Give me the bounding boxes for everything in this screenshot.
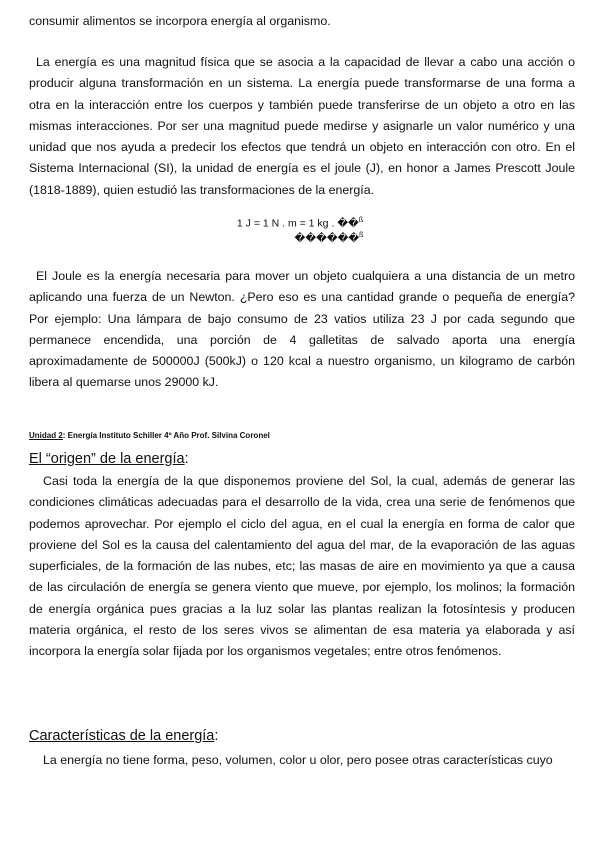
formula-glyph-top: �� (337, 217, 359, 230)
section-title-origen (29, 450, 575, 468)
paragraph-energy-definition: La energía es una magnitud física que se asocia a la capacidad de llevar a cabo una acción o producir alguna transformación en un sistema. La energía puede transformarse de una forma a otra en la interacción entre los cuerpos y también puede transferirse de un objeto a otro en las mismas interacciones. Por ser una magnitud puede medirse y asignarle un valor numérico y una unidad que nos ayuda a predecir los efectos que tendrá un objeto en interacción con otro. En el Sistema Internacional (SI), la unidad de energía es el joule (J), en honor a James Prescott Joule (1818-1889), quien estudió las transformaciones de la energía. (29, 55, 575, 197)
section-title-caracteristicas (29, 727, 575, 745)
formula-main: 1 J = 1 N . m = 1 kg . (236, 217, 335, 230)
origen-title-colon: : (184, 451, 189, 467)
unit-label: Unidad 2 (29, 431, 63, 440)
paragraph-joule: El Joule es la energía necesaria para mover un objeto cualquiera a una distancia de un metro aplicando una fuerza de un Newton. ¿Pero eso es una cantidad grande o pequeña de energía? Por ejemplo: Una lámpara de bajo consumo de 23 vatios utiliza 23 J por cada segundo que permanece encendida, una porción de 4 galletitas de salvado aporta una energía aproximadamente de 500000J (500kJ) o 120 kcal a nuestro organismo, un kilogramo de carbón libera al quemarse unos 29000 kJ. (29, 269, 575, 390)
formula-sup-bottom: ß (359, 232, 364, 239)
caracteristicas-title-colon: : (214, 728, 219, 744)
paragraph-origen: Casi toda la energía de la que disponemos proviene del Sol, la cual, además de generar las condiciones climáticas adecuadas para el desarrollo de la vida, crea una serie de fenómenos que podemos aprovechar. Por ejemplo el ciclo del agua, en el cual la energía en forma de calor que proviene del Sol es la causa del calentamiento del agua del mar, de la evaporación de las aguas superficiales, de la formación de las nubes, etc; las masas de aire en movimiento ya que a causa de las circulación de energía se genera viento que mueve, por ejemplo, los molinos; la formación de energía orgánica pues gracias a la luz solar las plantas realizan la fotosíntesis y producen materia orgánica, el resto de los seres vivos se alimentan de esa materia ya elaborada y así incorpora la energía solar fijada por los organismos vegetales; entre otros fenómenos. (29, 474, 575, 659)
caracteristicas-title-text: Características de la energía (29, 728, 215, 744)
intro-line: consumir alimentos se incorpora energía al organismo. (29, 14, 331, 28)
unit-header (29, 431, 575, 441)
formula-glyph-bottom: ������ (294, 232, 360, 245)
joule-formula-denominator (0, 229, 600, 246)
origen-title-text: El “origen” de la energía (29, 451, 185, 467)
unit-header-rest: : Energía Instituto Schiller 4º Año Prof. Silvina Coronel (62, 431, 270, 440)
formula-sup-top: ß (358, 217, 364, 224)
paragraph-caracteristicas: La energía no tiene forma, peso, volumen, color u olor, pero posee otras características cuyo (43, 753, 553, 767)
